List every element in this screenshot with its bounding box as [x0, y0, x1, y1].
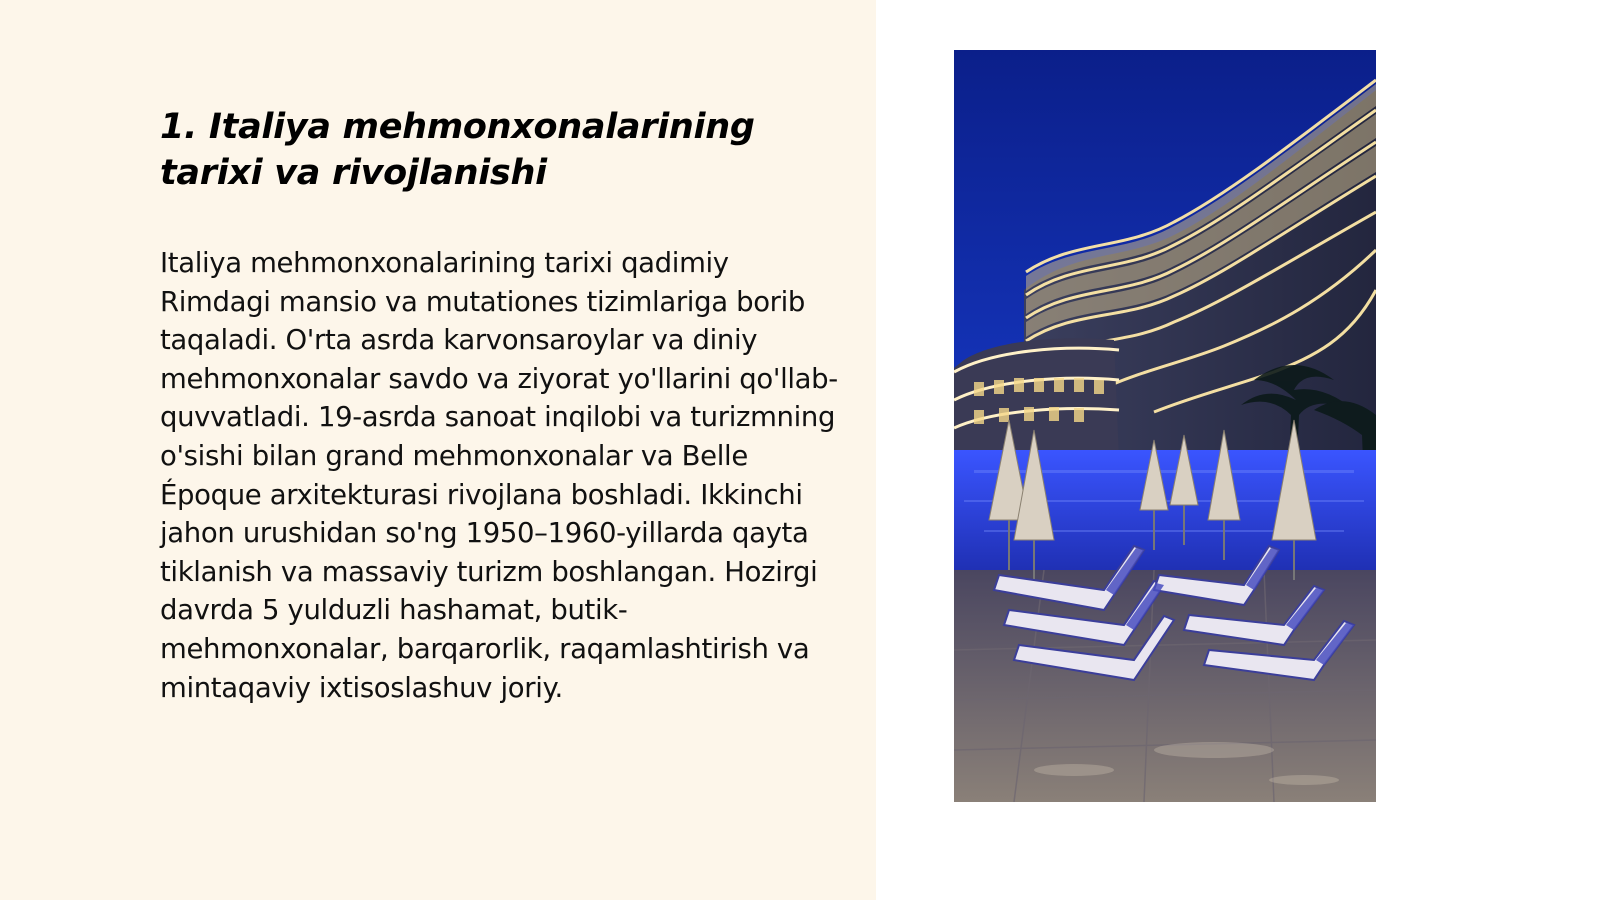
hotel-pool-illustration	[954, 50, 1376, 802]
hotel-pool-photo	[954, 50, 1376, 802]
slide-body-text: Italiya mehmonxonalarining tarixi qadimiy Rimdagi mansio va mutationes tizimlariga borib taqaladi. O'rta asrda karvonsaroylar va diniy mehmonxonalar savdo va ziyorat yo'llarini qo'llab-quvvatladi. 19-asrda sanoat inqilobi va turizmning o'sishi bilan grand mehmonxonalar va Belle Époque arxitekturasi rivojlana boshladi. Ikkinchi jahon urushidan so'ng 1950–1960-yillarda qayta tiklanish va massaviy turizm boshlangan. Hozirgi davrda 5 yulduzli hashamat, butik-mehmonxonalar, barqarorlik, raqamlashtirish va mintaqaviy ixtisoslashuv joriy.	[160, 247, 838, 704]
slide-title: 1. Italiya mehmonxonalarining tarixi va rivojlanishi	[160, 107, 755, 193]
